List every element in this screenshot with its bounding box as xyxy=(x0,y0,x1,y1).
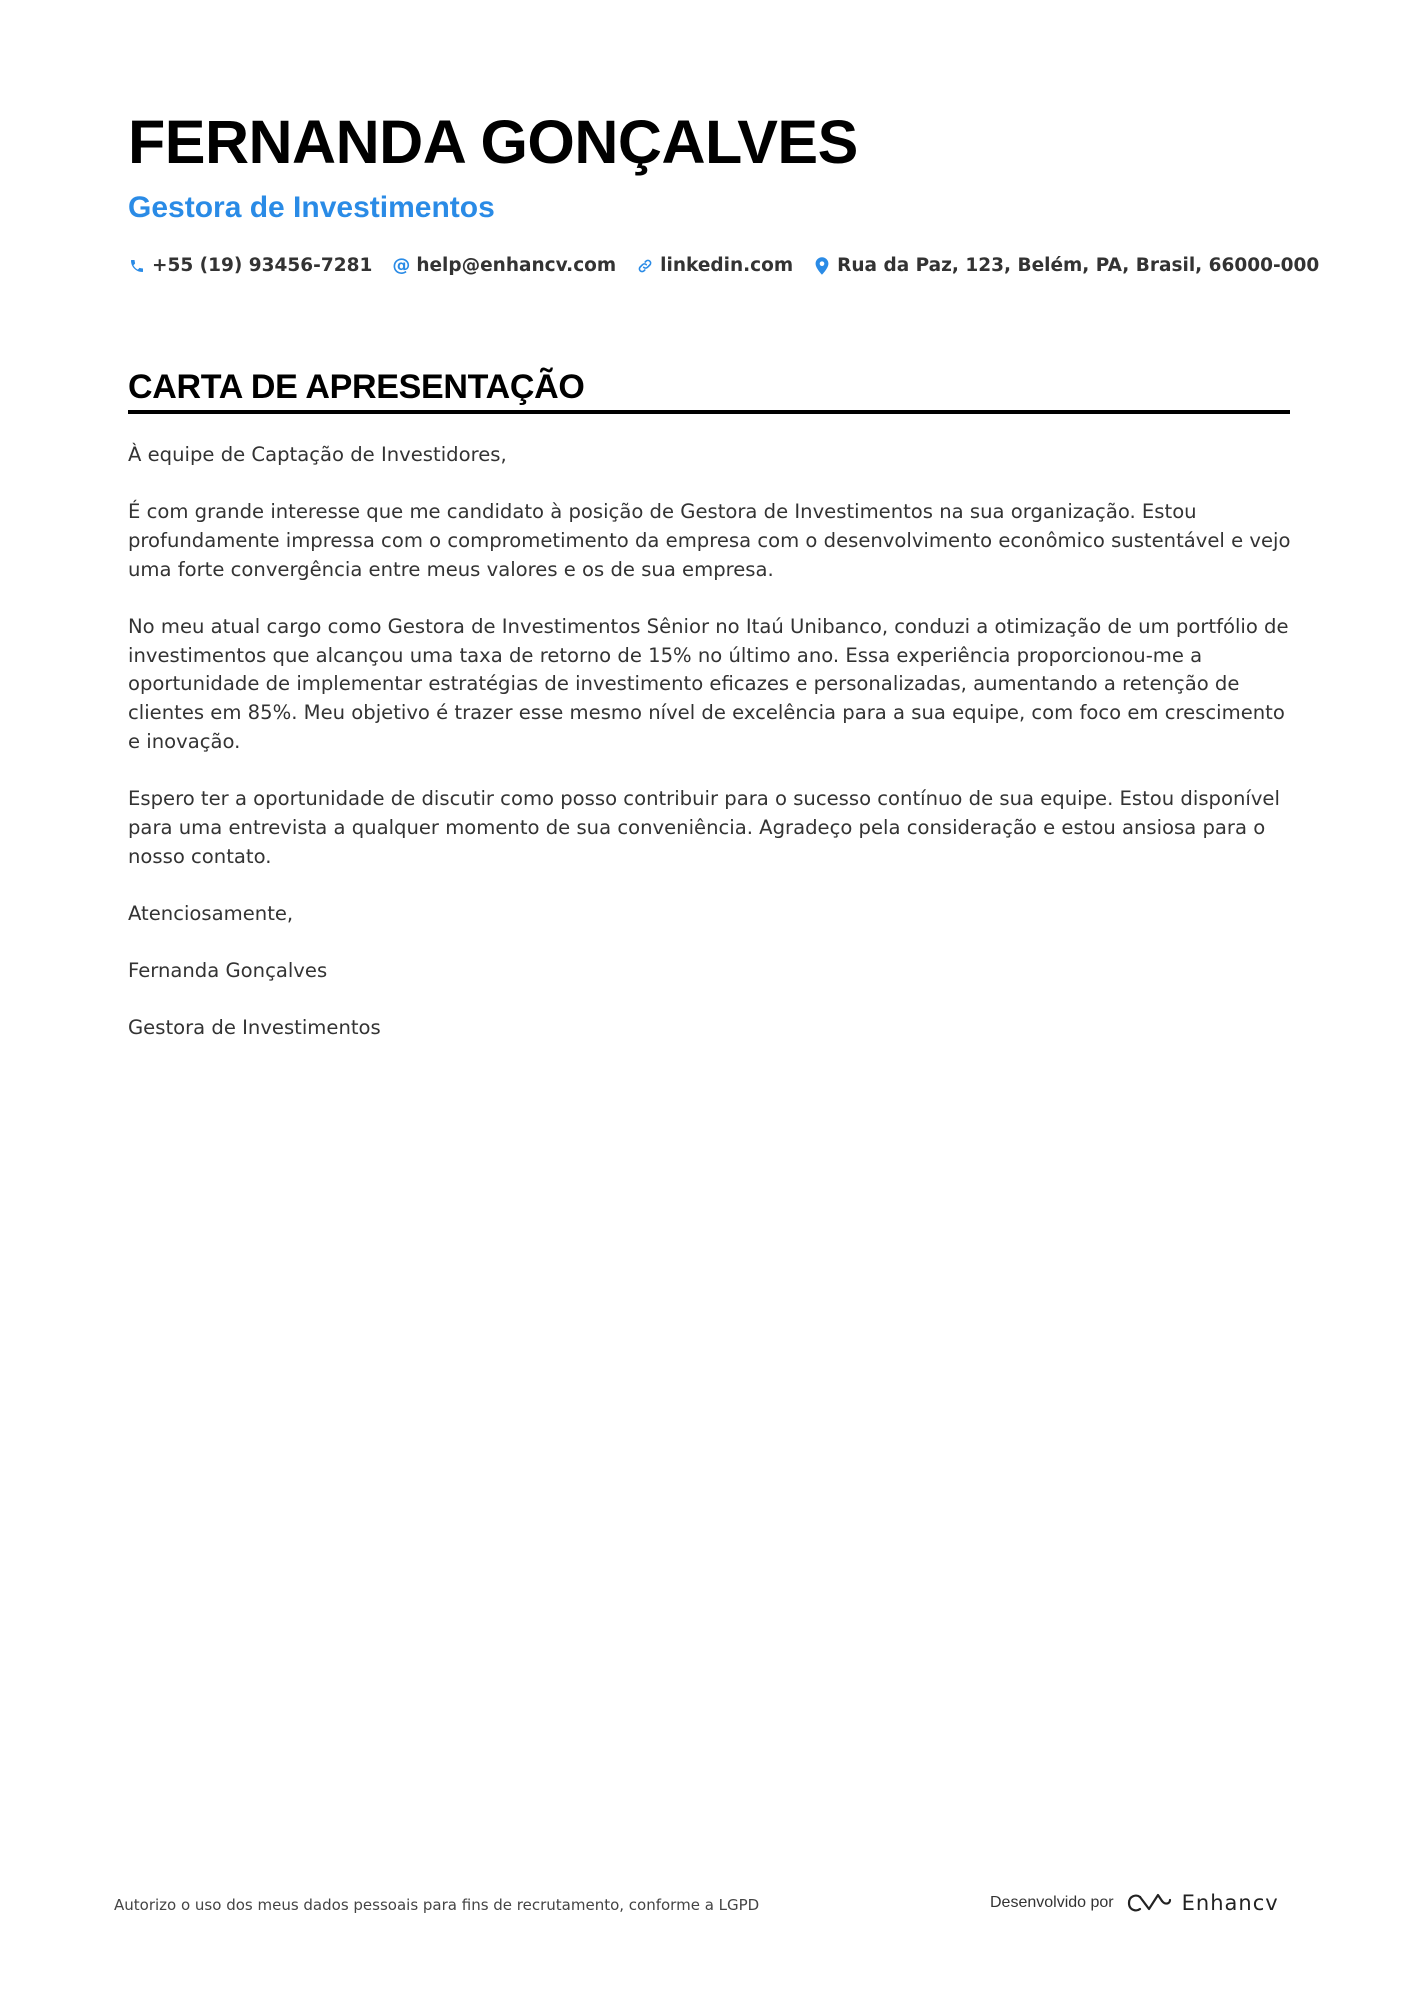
contact-phone-text: +55 (19) 93456-7281 xyxy=(152,255,373,276)
signature-name: Fernanda Gonçalves xyxy=(128,959,328,983)
contact-address xyxy=(813,255,1319,276)
link-icon xyxy=(636,257,654,275)
contact-linkedin[interactable] xyxy=(636,255,793,276)
contact-bar xyxy=(128,255,1319,276)
letter-greeting: À equipe de Captação de Investidores, xyxy=(128,443,507,466)
letter-body xyxy=(128,441,1294,1072)
consent-note: Autorizo o uso dos meus dados pessoais para fins de recrutamento, conforme a LGPD xyxy=(114,1896,760,1914)
at-icon: @ xyxy=(392,254,411,276)
enhancv-logo-icon xyxy=(1126,1890,1172,1916)
signature-title: Gestora de Investimentos xyxy=(128,1016,381,1040)
letter-closing: Atenciosamente, xyxy=(128,901,294,925)
letter-paragraph: No meu atual cargo como Gestora de Investimentos Sênior no Itaú Unibanco, conduzi a otimização de um portfólio de investimentos que alcançou uma taxa de retorno de 15% no último ano. Essa experiência proporcionou-me a oportunidade de implementar estratégias de investimento eficazes e personalizadas, aumentando a retenção de clientes em 85%. Meu objetivo é trazer esse mesmo nível de excelência para a sua equipe, com foco em crescimento e inovação. xyxy=(128,615,1289,753)
contact-email[interactable] xyxy=(392,255,616,276)
candidate-name: FERNANDA GONÇALVES xyxy=(128,108,858,176)
enhancv-brand-name: Enhancv xyxy=(1181,1891,1279,1915)
letter-paragraph: É com grande interesse que me candidato à posição de Gestora de Investimentos na sua organização. Estou profundamente impressa com o comprometimento da empresa com o desenvolvimento econômico sustentável e vejo uma forte convergência entre meus valores e os de sua empresa. xyxy=(128,500,1291,581)
phone-icon xyxy=(128,257,146,275)
section-divider xyxy=(128,410,1290,414)
candidate-job-title: Gestora de Investimentos xyxy=(128,191,495,224)
contact-phone[interactable] xyxy=(128,255,372,276)
letter-paragraph: Espero ter a oportunidade de discutir como posso contribuir para o sucesso contínuo de sua equipe. Estou disponível para uma entrevista a qualquer momento de sua conveniência. Agradeço pela consideração e estou ansiosa para o nosso contato. xyxy=(128,787,1280,868)
powered-by-label: Desenvolvido por xyxy=(990,1894,1114,1911)
powered-by[interactable] xyxy=(990,1883,1279,1923)
section-title: CARTA DE APRESENTAÇÃO xyxy=(128,368,585,406)
contact-email-text: help@enhancv.com xyxy=(416,255,617,276)
contact-linkedin-text: linkedin.com xyxy=(660,255,794,276)
location-pin-icon xyxy=(813,257,831,275)
contact-address-text: Rua da Paz, 123, Belém, PA, Brasil, 66000-000 xyxy=(837,255,1320,276)
